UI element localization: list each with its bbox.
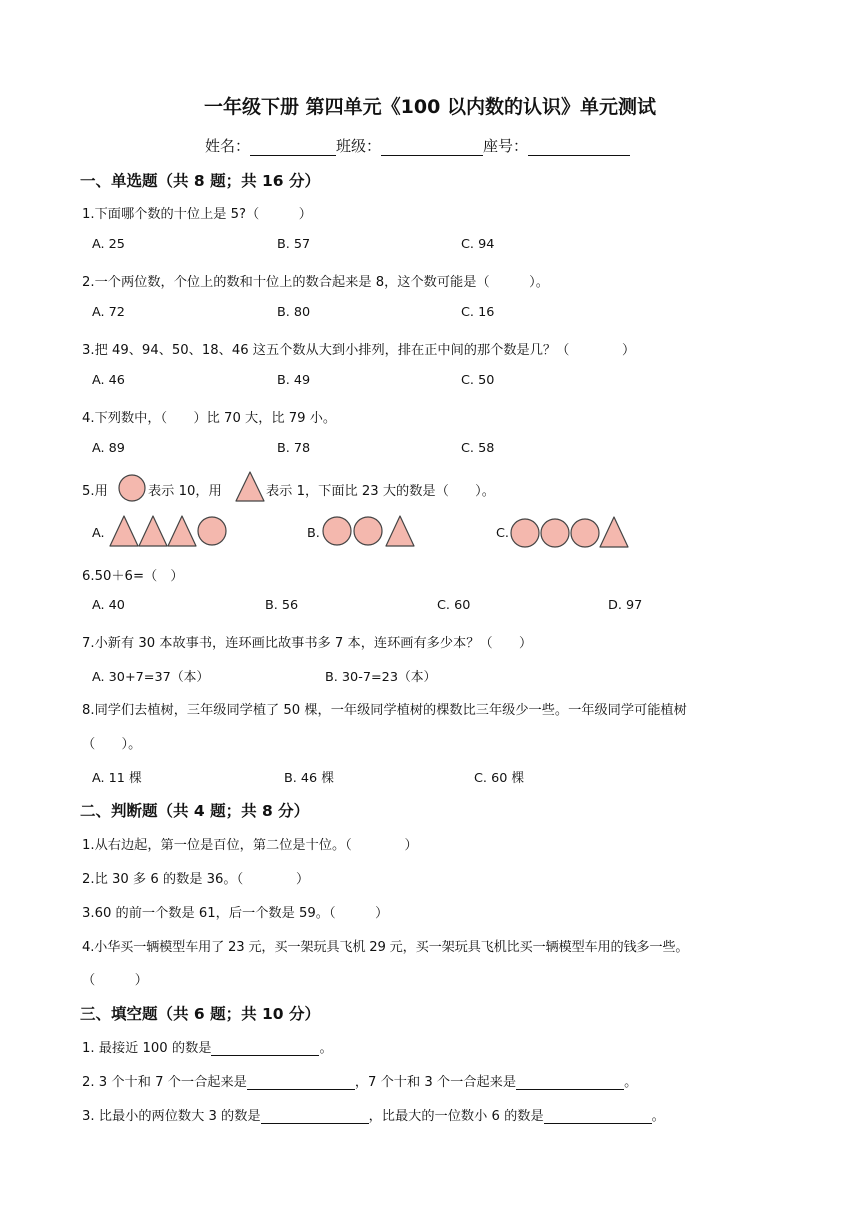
fill-question-2: 2. 3 个十和 7 个一合起来是 ，7 个十和 3 个一合起来是 。	[82, 1075, 638, 1090]
triangle-one-icon	[234, 470, 266, 503]
answer-blank[interactable]	[261, 1108, 369, 1124]
class-blank	[381, 139, 483, 156]
q2-option-c: C. 16	[461, 305, 495, 320]
judge-question-1: 1.从右边起，第一位是百位，第二位是十位。（ ）	[82, 838, 418, 853]
answer-blank[interactable]	[544, 1108, 652, 1124]
q6-option-b: B. 56	[265, 598, 299, 613]
q5-option-a-label: A.	[92, 526, 105, 541]
judge-question-4-continued: （ ）	[82, 973, 148, 988]
seat-label: 座号：	[483, 137, 529, 155]
fill-question-1: 1. 最接近 100 的数是 。	[82, 1041, 333, 1056]
q1-option-a: A. 25	[92, 237, 125, 252]
name-label: 姓名：	[205, 137, 251, 155]
name-blank	[250, 139, 336, 156]
seat-blank	[528, 139, 630, 156]
q2-option-b: B. 80	[277, 305, 311, 320]
q7-option-b: B. 30-7=23（本）	[325, 670, 437, 685]
q7-option-a: A. 30+7=37（本）	[92, 670, 210, 685]
q8-option-c: C. 60 棵	[474, 771, 525, 786]
triangle-icon	[139, 516, 167, 546]
q5-option-b-label: B.	[307, 526, 320, 541]
q2-option-a: A. 72	[92, 305, 125, 320]
triangle-icon	[600, 517, 628, 547]
section-heading-multiple-choice: 一、单选题（共 8 题；共 16 分）	[80, 172, 320, 190]
triangle-icon	[168, 516, 196, 546]
circle-icon	[323, 517, 351, 545]
q8-option-b: B. 46 棵	[284, 771, 335, 786]
circle-icon	[571, 519, 599, 547]
q1-option-b: B. 57	[277, 237, 311, 252]
fill-question-3: 3. 比最小的两位数大 3 的数是 ，比最大的一位数小 6 的数是 。	[82, 1109, 665, 1124]
q4-option-a: A. 89	[92, 441, 125, 456]
page-title: 一年级下册 第四单元《100 以内数的认识》单元测试	[204, 96, 656, 118]
q5-option-c-shapes	[508, 513, 630, 549]
answer-blank[interactable]	[516, 1074, 624, 1090]
class-label: 班级：	[336, 137, 382, 155]
question-2: 2.一个两位数，个位上的数和十位上的数合起来是 8，这个数可能是（ ）。	[82, 275, 549, 290]
answer-blank[interactable]	[211, 1040, 319, 1056]
q6-option-d: D. 97	[608, 598, 643, 613]
q3-option-a: A. 46	[92, 373, 125, 388]
circle-icon	[541, 519, 569, 547]
q8-option-a: A. 11 棵	[92, 771, 142, 786]
circle-ten-icon	[117, 473, 147, 503]
question-8: 8.同学们去植树，三年级同学植了 50 棵，一年级同学植树的棵数比三年级少一些。一年级同学可能植树	[82, 703, 687, 718]
answer-blank[interactable]	[247, 1074, 355, 1090]
q5-option-b-shapes	[320, 513, 418, 549]
question-4: 4.下列数中，（ ）比 70 大，比 79 小。	[82, 411, 337, 426]
q5-option-a-shapes	[108, 513, 230, 549]
circle-icon	[354, 517, 382, 545]
q6-option-c: C. 60	[437, 598, 471, 613]
q1-option-c: C. 94	[461, 237, 495, 252]
judge-question-2: 2.比 30 多 6 的数是 36。（ ）	[82, 872, 310, 887]
student-info-line	[205, 135, 630, 156]
question-7: 7.小新有 30 本故事书，连环画比故事书多 7 本，连环画有多少本？（ ）	[82, 636, 533, 651]
triangle-icon	[386, 516, 414, 546]
q5-option-c-label: C.	[496, 526, 510, 541]
q5-prefix: 5.用	[82, 484, 108, 499]
question-8-continued: （ ）。	[82, 737, 142, 752]
question-1: 1.下面哪个数的十位上是 5?（ ）	[82, 207, 312, 222]
circle-icon	[198, 517, 226, 545]
q5-suffix: 表示 1，下面比 23 大的数是（ ）。	[266, 484, 495, 499]
q5-middle: 表示 10，用	[148, 484, 222, 499]
q6-option-a: A. 40	[92, 598, 125, 613]
circle-icon	[511, 519, 539, 547]
section-heading-true-false: 二、判断题（共 4 题；共 8 分）	[80, 802, 310, 820]
q3-option-c: C. 50	[461, 373, 495, 388]
q3-option-b: B. 49	[277, 373, 311, 388]
q4-option-c: C. 58	[461, 441, 495, 456]
q4-option-b: B. 78	[277, 441, 311, 456]
question-6: 6.50＋6=（ ）	[82, 569, 184, 584]
question-3: 3.把 49、94、50、18、46 这五个数从大到小排列，排在正中间的那个数是几？（ ）	[82, 343, 636, 358]
judge-question-4: 4.小华买一辆模型车用了 23 元，买一架玩具飞机 29 元，买一架玩具飞机比买一辆模型车用的钱多一些。	[82, 940, 689, 955]
triangle-icon	[110, 516, 138, 546]
section-heading-fill-in: 三、填空题（共 6 题；共 10 分）	[80, 1005, 320, 1023]
judge-question-3: 3.60 的前一个数是 61，后一个数是 59。（ ）	[82, 906, 389, 921]
